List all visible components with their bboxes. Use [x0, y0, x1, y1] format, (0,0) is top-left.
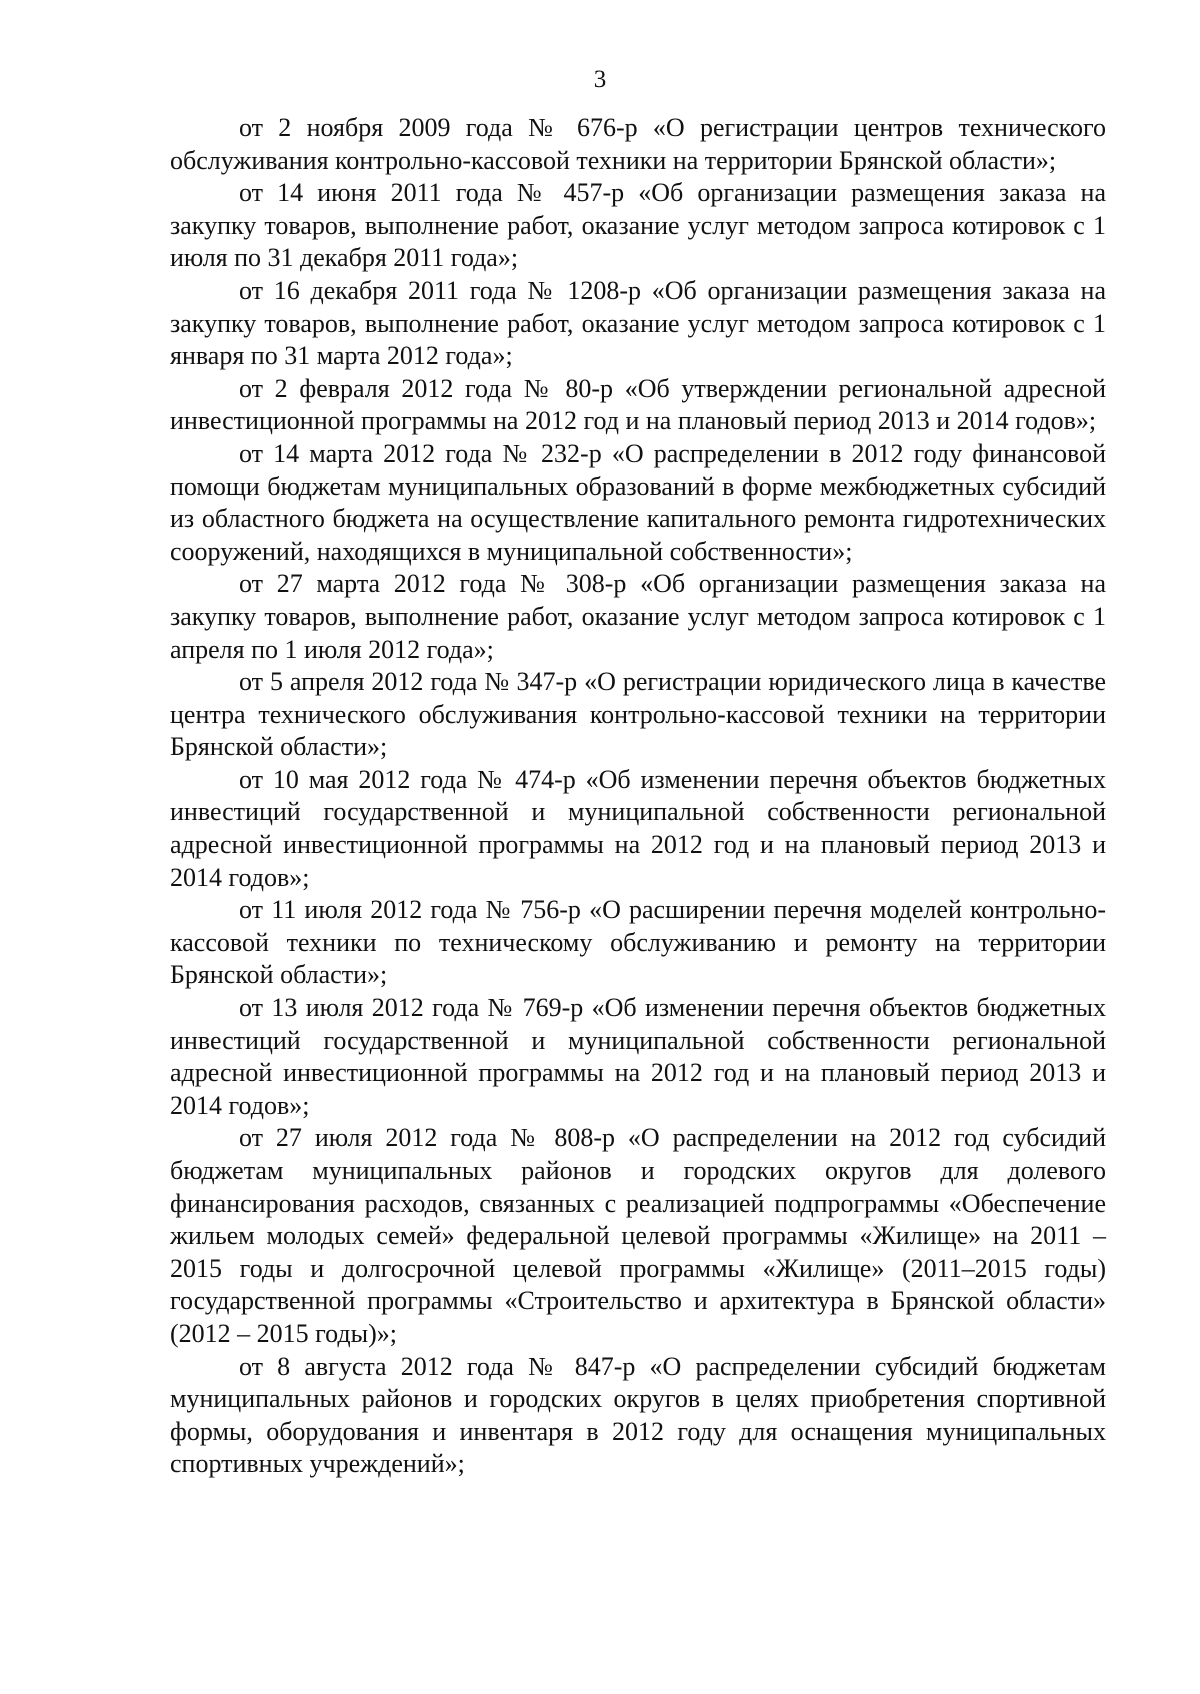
page-number: 3: [593, 66, 607, 93]
list-item: от 11 июля 2012 года № 756-р «О расширении перечня моделей контрольно-кассовой техники по техническому обслуживанию и ремонту на территории Брянской области»;: [170, 895, 1106, 990]
list-item: от 2 февраля 2012 года № 80-р «Об утверждении региональной адресной инвестиционной программы на 2012 год и на плановый период 2013 и 2014 годов»;: [170, 373, 1106, 436]
list-item: от 14 марта 2012 года № 232-р «О распределении в 2012 году финансовой помощи бюджетам муниципальных образований в форме межбюджетных субсидий из областного бюджета на осуществление капитального ремонта гидротехнических сооружений, находящихся в муниципальной собственности»;: [170, 438, 1106, 566]
document-body: [170, 112, 1106, 1481]
list-item: от 13 июля 2012 года № 769-р «Об изменении перечня объектов бюджетных инвестиций государственной и муниципальной собственности региональной адресной инвестиционной программы на 2012 год и на плановый период 2013 и 2014 годов»;: [170, 993, 1106, 1120]
list-item: от 10 мая 2012 года № 474-р «Об изменении перечня объектов бюджетных инвестиций государственной и муниципальной собственности региональной адресной инвестиционной программы на 2012 год и на плановый период 2013 и 2014 годов»;: [170, 764, 1106, 892]
list-item: от 16 декабря 2011 года № 1208-р «Об организации размещения заказа на закупку товаров, выполнение работ, оказание услуг методом запроса котировок с 1 января по 31 марта 2012 года»;: [170, 275, 1106, 371]
list-item: от 27 июля 2012 года № 808-р «О распределении на 2012 год субсидий бюджетам муниципальных районов и городских округов для долевого финансирования расходов, связанных с реализацией подпрограммы «Обеспечение жильем молодых семей» федеральной целевой программы «Жилище» на 2011 – 2015 годы и долгосрочной целевой программы «Жилище» (2011–2015 годы) государственной программы «Строительство и архитектура в Брянской области» (2012 – 2015 годы)»;: [170, 1123, 1106, 1348]
list-item: от 5 апреля 2012 года № 347-р «О регистрации юридического лица в качестве центра технического обслуживания контрольно-кассовой техники на территории Брянской области»;: [170, 667, 1106, 762]
list-item: от 2 ноября 2009 года № 676-р «О регистрации центров технического обслуживания контрольно-кассовой техники на территории Брянской области»;: [170, 113, 1106, 175]
list-item: от 27 марта 2012 года № 308-р «Об организации размещения заказа на закупку товаров, выполнение работ, оказание услуг методом запроса котировок с 1 апреля по 1 июля 2012 года»;: [170, 569, 1106, 664]
list-item: от 8 августа 2012 года № 847-р «О распределении субсидий бюджетам муниципальных районов и городских округов в целях приобретения спортивной формы, оборудования и инвентаря в 2012 году для оснащения муниципальных спортивных учреждений»;: [170, 1351, 1106, 1479]
list-item: от 14 июня 2011 года № 457-р «Об организации размещения заказа на закупку товаров, выполнение работ, оказание услуг методом запроса котировок с 1 июля по 31 декабря 2011 года»;: [170, 178, 1106, 273]
